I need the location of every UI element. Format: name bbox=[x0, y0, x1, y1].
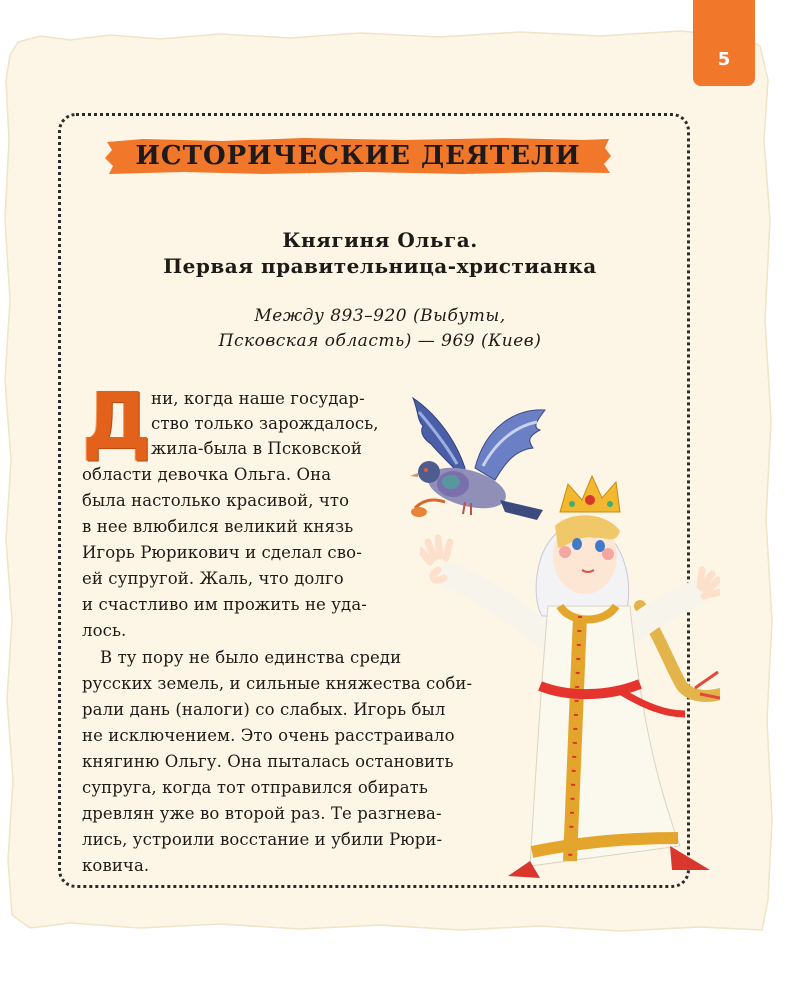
article-title-line2: Первая правительница-христианка bbox=[163, 254, 597, 278]
paragraph2-line: рали дань (налоги) со слабых. Игорь был bbox=[82, 700, 446, 719]
paragraph2-line: ковича. bbox=[82, 856, 150, 875]
drop-cap-letter: Д bbox=[82, 377, 152, 467]
paragraph2-line: русских земель, и сильные княжества соби- bbox=[82, 674, 473, 693]
paragraph2-line: супруга, когда тот отправился обирать bbox=[82, 778, 428, 797]
paragraph1-line: была настолько красивой, что bbox=[82, 491, 350, 510]
paragraph1-line: области девочка Ольга. Она bbox=[82, 465, 332, 484]
paragraph1-line: лось. bbox=[82, 621, 127, 640]
section-heading: ИСТОРИЧЕСКИЕ ДЕЯТЕЛИ bbox=[135, 141, 581, 171]
paragraph1-line: жила-была в Псковской bbox=[151, 439, 362, 458]
page-number: 5 bbox=[717, 49, 731, 70]
princess-olga-illustration bbox=[420, 466, 720, 886]
paragraph2-line: древлян уже во второй раз. Те разгнева- bbox=[82, 804, 442, 823]
paragraph2-line: В ту пору не было единства среди bbox=[100, 648, 402, 667]
paragraph1-line: в нее влюбился великий князь bbox=[82, 517, 354, 536]
paragraph2-line: лись, устроили восстание и убили Рюри- bbox=[82, 830, 443, 849]
drop-cap bbox=[82, 377, 152, 467]
paragraph1-line: ство только зарождалось, bbox=[151, 414, 379, 433]
section-banner bbox=[103, 136, 613, 176]
article-dates-line1: Между 893–920 (Выбуты, bbox=[254, 306, 506, 326]
paragraph1-line: и счастливо им прожить не уда- bbox=[82, 595, 367, 614]
article-dates-line2: Псковская область) — 969 (Киев) bbox=[218, 331, 542, 351]
paragraph2-line: не исключением. Это очень расстраивало bbox=[82, 726, 455, 745]
paragraph2-line: княгиню Ольгу. Она пыталась остановить bbox=[82, 752, 454, 771]
article-title-line1: Княгиня Ольга. bbox=[282, 228, 478, 252]
paragraph1-line: ей супругой. Жаль, что долго bbox=[82, 569, 344, 588]
paragraph1-line: ни, когда наше государ- bbox=[151, 389, 365, 408]
page-number-tab bbox=[693, 0, 755, 86]
paragraph1-line: Игорь Рюрикович и сделал сво- bbox=[82, 543, 362, 562]
